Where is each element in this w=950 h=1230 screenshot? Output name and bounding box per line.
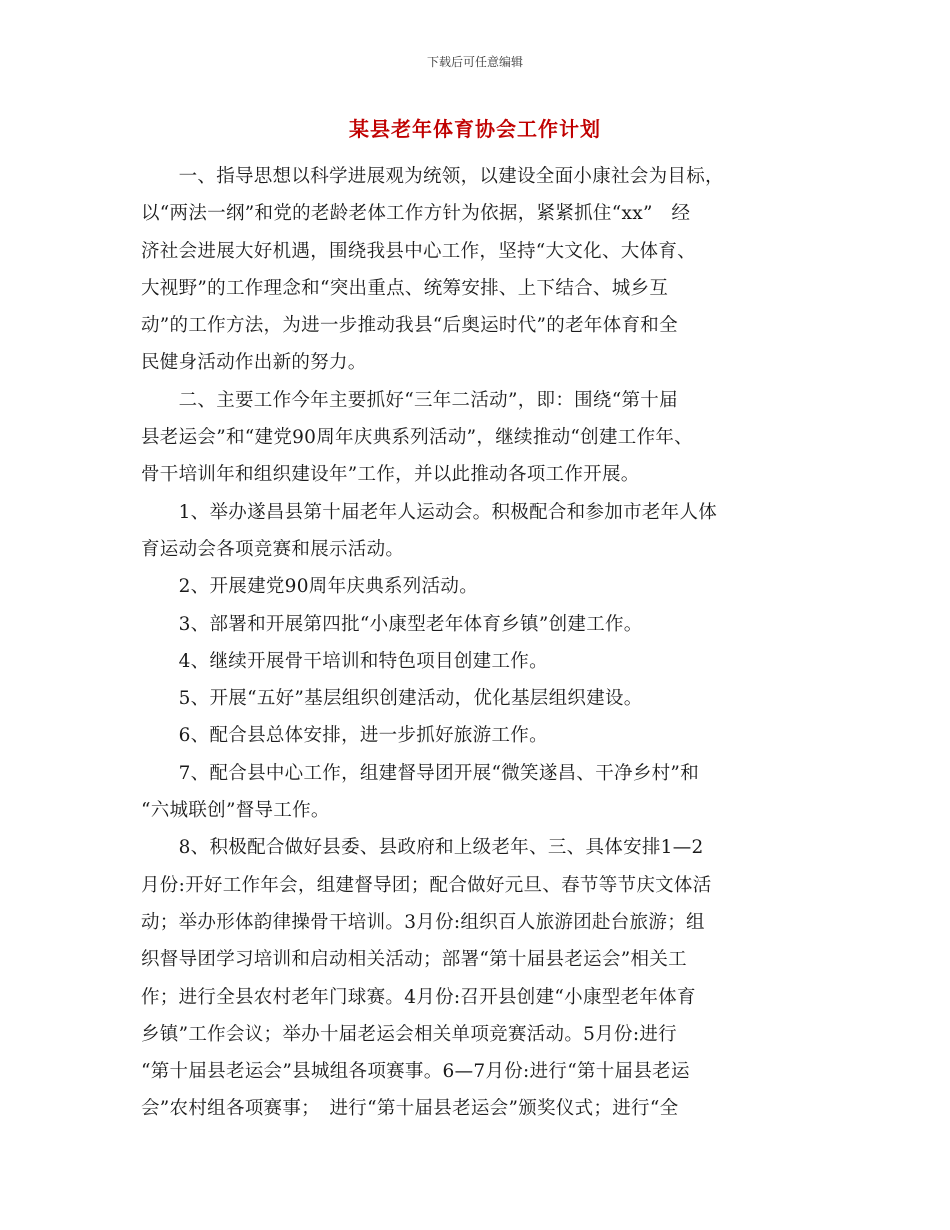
document-title: 某县老年体育协会工作计划 [349, 117, 601, 141]
header-note: 下载后可任意编辑 [426, 55, 523, 69]
body-line: 1、举办遂昌县第十届老年人运动会。积极配合和参加市老年人体 [141, 501, 718, 523]
body-line: 作；进行全县农村老年门球赛。4月份:召开县创建“小康型老年体育 [141, 986, 696, 1008]
body-line: 济社会进展大好机遇，围绕我县中心工作，坚持“大文化、大体育、 [141, 240, 696, 262]
body-line: 3、部署和开展第四批“小康型老年体育乡镇”创建工作。 [141, 613, 643, 635]
body-line: 一、指导思想以科学进展观为统领，以建设全面小康社会为目标， [141, 166, 724, 187]
body-line: 7、配合县中心工作，组建督导团开展“微笑遂昌、干净乡村”和 [141, 762, 699, 784]
body-line: 二、主要工作今年主要抓好“三年二活动”，即：围绕“第十届 [141, 389, 678, 411]
body-line: “第十届县老运会”县城组各项赛事。6—7月份:进行“第十届县老运 [141, 1061, 690, 1083]
body-line: 动；举办形体韵律操骨干培训。3月份:组织百人旅游团赴台旅游；组 [141, 911, 705, 933]
body-line: 4、继续开展骨干培训和特色项目创建工作。 [141, 650, 548, 672]
body-line: 民健身活动作出新的努力。 [141, 352, 367, 374]
body-line: 月份:开好工作年会，组建督导团；配合做好元旦、春节等节庆文体活 [141, 874, 712, 896]
body-line: 动”的工作方法，为进一步推动我县“后奥运时代”的老年体育和全 [141, 315, 678, 337]
body-line: 5、开展“五好”基层组织创建活动，优化基层组织建设。 [141, 688, 643, 710]
body-line: 大视野”的工作理念和“突出重点、统筹安排、上下结合、城乡互 [141, 277, 669, 299]
body-line: 6、配合县总体安排，进一步抓好旅游工作。 [141, 725, 548, 747]
body-line: 以“两法一纲”和党的老龄老体工作方针为依据，紧紧抓住“xx” 经 [141, 203, 691, 225]
body-line: 育运动会各项竞赛和展示活动。 [141, 538, 405, 560]
body-line: 8、积极配合做好县委、县政府和上级老年、三、具体安排1—2 [141, 837, 704, 859]
body-line: 县老运会”和“建党90周年庆典系列活动”，继续推动“创建工作年、 [141, 427, 693, 449]
document-body [141, 158, 817, 1128]
body-line: 骨干培训年和组织建设年”工作，并以此推动各项工作开展。 [141, 464, 640, 486]
body-line: “六城联创”督导工作。 [141, 800, 330, 822]
body-line: 2、开展建党90周年庆典系列活动。 [141, 576, 479, 598]
body-line: 织督导团学习培训和启动相关活动；部署“第十届县老运会”相关工 [141, 949, 687, 971]
body-line: 会”农村组各项赛事； 进行“第十届县老运会”颁奖仪式；进行“全 [141, 1098, 679, 1120]
body-line: 乡镇”工作会议；举办十届老运会相关单项竞赛活动。5月份:进行 [141, 1023, 677, 1045]
